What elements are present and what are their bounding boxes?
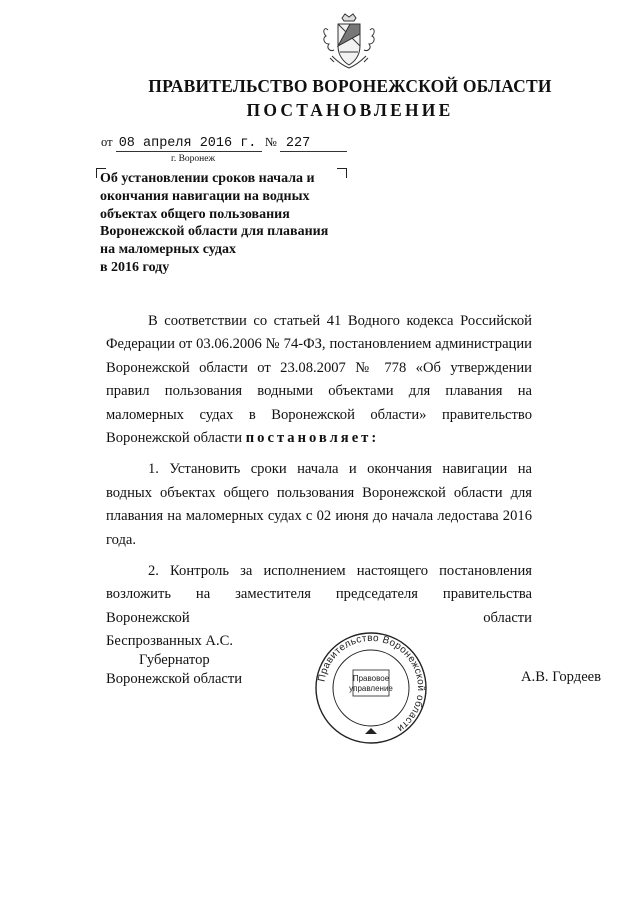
- title-line: в 2016 году: [100, 259, 170, 275]
- preamble-paragraph: [106, 310, 532, 450]
- stamp-center-line-2: управление: [349, 684, 393, 693]
- organization-title: ПРАВИТЕЛЬСТВО ВОРОНЕЖСКОЙ ОБЛАСТИ: [148, 76, 552, 96]
- title-line: на маломерных судах: [100, 242, 236, 258]
- date-prefix: от: [101, 135, 113, 149]
- document-date: 08 апреля 2016 г.: [116, 137, 262, 152]
- signatory-position: [106, 651, 242, 688]
- item-2-paragraph: 2. Контроль за исполнением настоящего постановления возложить на заместителя председателя правительства Воронежской области: [106, 563, 532, 626]
- resolves-keyword: постановляет:: [245, 430, 380, 447]
- document-type: ПОСТАНОВЛЕНИЕ: [246, 100, 454, 120]
- document-title: [100, 170, 400, 277]
- document-number: 227: [280, 137, 347, 152]
- signatory-name: А.В. Гордеев: [521, 669, 602, 685]
- item-1-paragraph: 1. Установить сроки начала и окончания навигации на водных объектах общего пользования Воронежской области для плавания на маломерных судах с 02 июня до начала ледостава 2016 года.: [106, 461, 532, 548]
- number-prefix: №: [264, 135, 277, 149]
- item-2-ending: Беспрозванных А.С.: [106, 633, 233, 650]
- place-of-issue: г. Воронеж: [171, 154, 216, 164]
- title-line: Воронежской области для плавания: [100, 224, 329, 240]
- title-line: Об установлении сроков начала и: [100, 171, 315, 186]
- preamble-text: В соответствии со статьей 41 Водного кодекса Российской Федерации от 03.06.2006 № 74-ФЗ, постановлением администрации Воронежской области от 23.08.2007 № 778 «Об утверждении правил пользования водными объектами для плавания на маломерных судах в Воронежской области» правительство Воронежской области: [106, 313, 532, 447]
- coat-of-arms-emblem: [318, 12, 380, 74]
- stamp-center-line-1: Правовое: [352, 674, 390, 683]
- registration-line: [101, 135, 347, 152]
- document-body: [106, 310, 532, 654]
- position-line-1: Губернатор: [139, 652, 210, 668]
- title-line: объектах общего пользования: [100, 206, 290, 222]
- position-line-2: Воронежской области: [106, 670, 243, 687]
- stamp-ring-text: Правительство Воронежской области: [316, 632, 427, 735]
- title-line: окончания навигации на водных: [100, 188, 310, 204]
- approval-stamp: [313, 630, 429, 746]
